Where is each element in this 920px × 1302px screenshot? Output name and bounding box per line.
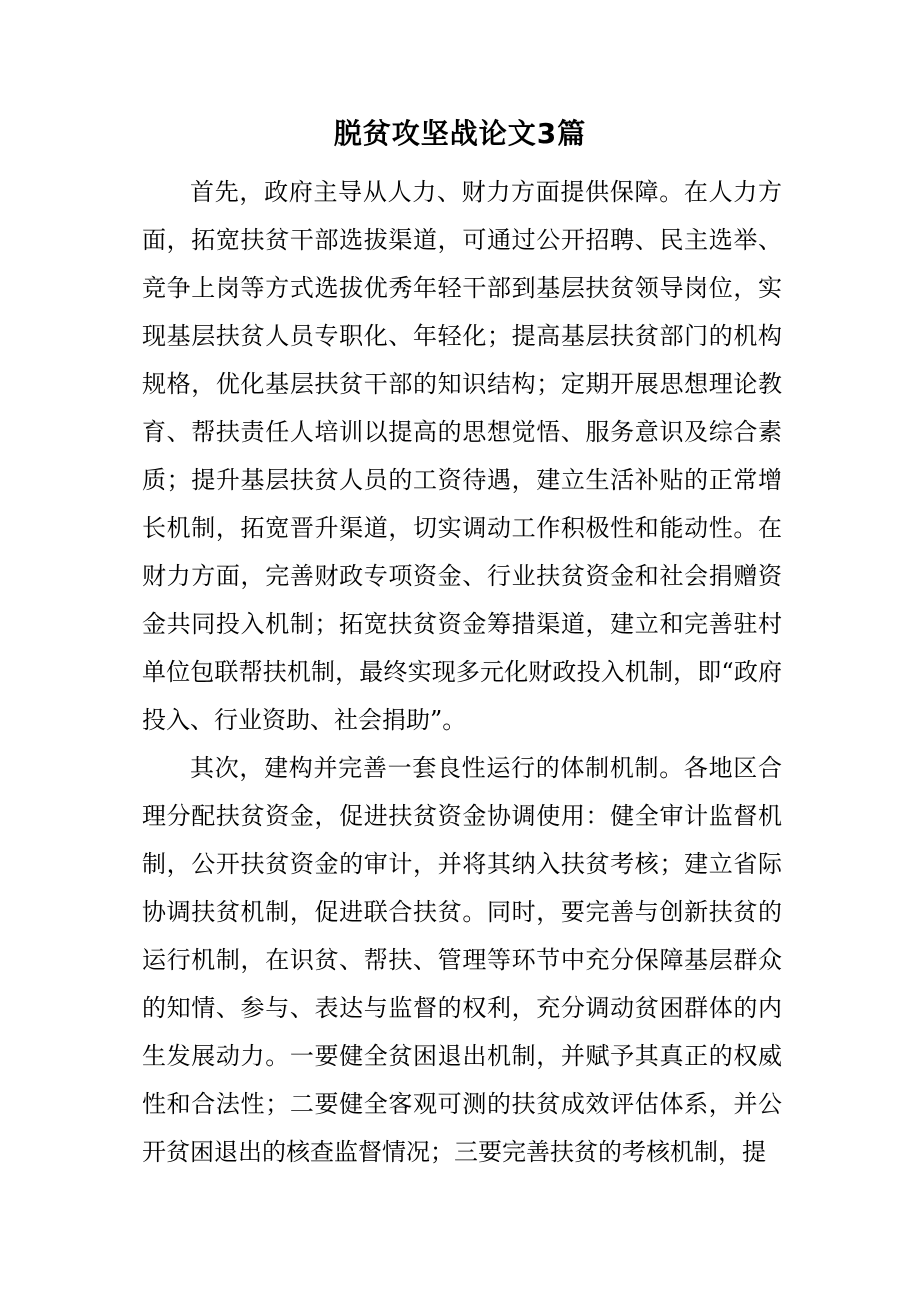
document-title: 脱贫攻坚战论文3篇 xyxy=(333,117,587,150)
paragraph-2: 其次，建构并完善一套良性运行的体制机制。各地区合理分配扶贫资金，促进扶贫资金协调使用：健全审计监督机制，公开扶贫资金的审计，并将其纳入扶贫考核；建立省际协调扶贫机制，促进联合扶贫。同时，要完善与创新扶贫的运行机制，在识贫、帮扶、管理等环节中充分保障基层群众的知情、参与、表达与监督的权利，充分调动贫困群体的内生发展动力。一要健全贫困退出机制，并赋予其真正的权威性和合法性；二要健全客观可测的扶贫成效评估体系，并公开贫困退出的核查监督情况；三要完善扶贫的考核机制，提 xyxy=(142,754,782,1166)
paragraph-1: 首先，政府主导从人力、财力方面提供保障。在人力方面，拓宽扶贫干部选拔渠道，可通过公开招聘、民主选举、竞争上岗等方式选拔优秀年轻干部到基层扶贫领导岗位，实现基层扶贫人员专职化、年轻化；提高基层扶贫部门的机构规格，优化基层扶贫干部的知识结构；定期开展思想理论教育、帮扶责任人培训以提高的思想觉悟、服务意识及综合素质；提升基层扶贫人员的工资待遇，建立生活补贴的正常增长机制，拓宽晋升渠道，切实调动工作积极性和能动性。在财力方面，完善财政专项资金、行业扶贫资金和社会捐赠资金共同投入机制；拓宽扶贫资金筹措渠道，建立和完善驻村单位包联帮扶机制，最终实现多元化财政投入机制，即“政府投入、行业资助、社会捐助”。 xyxy=(142,178,782,734)
document-body xyxy=(142,168,782,1176)
